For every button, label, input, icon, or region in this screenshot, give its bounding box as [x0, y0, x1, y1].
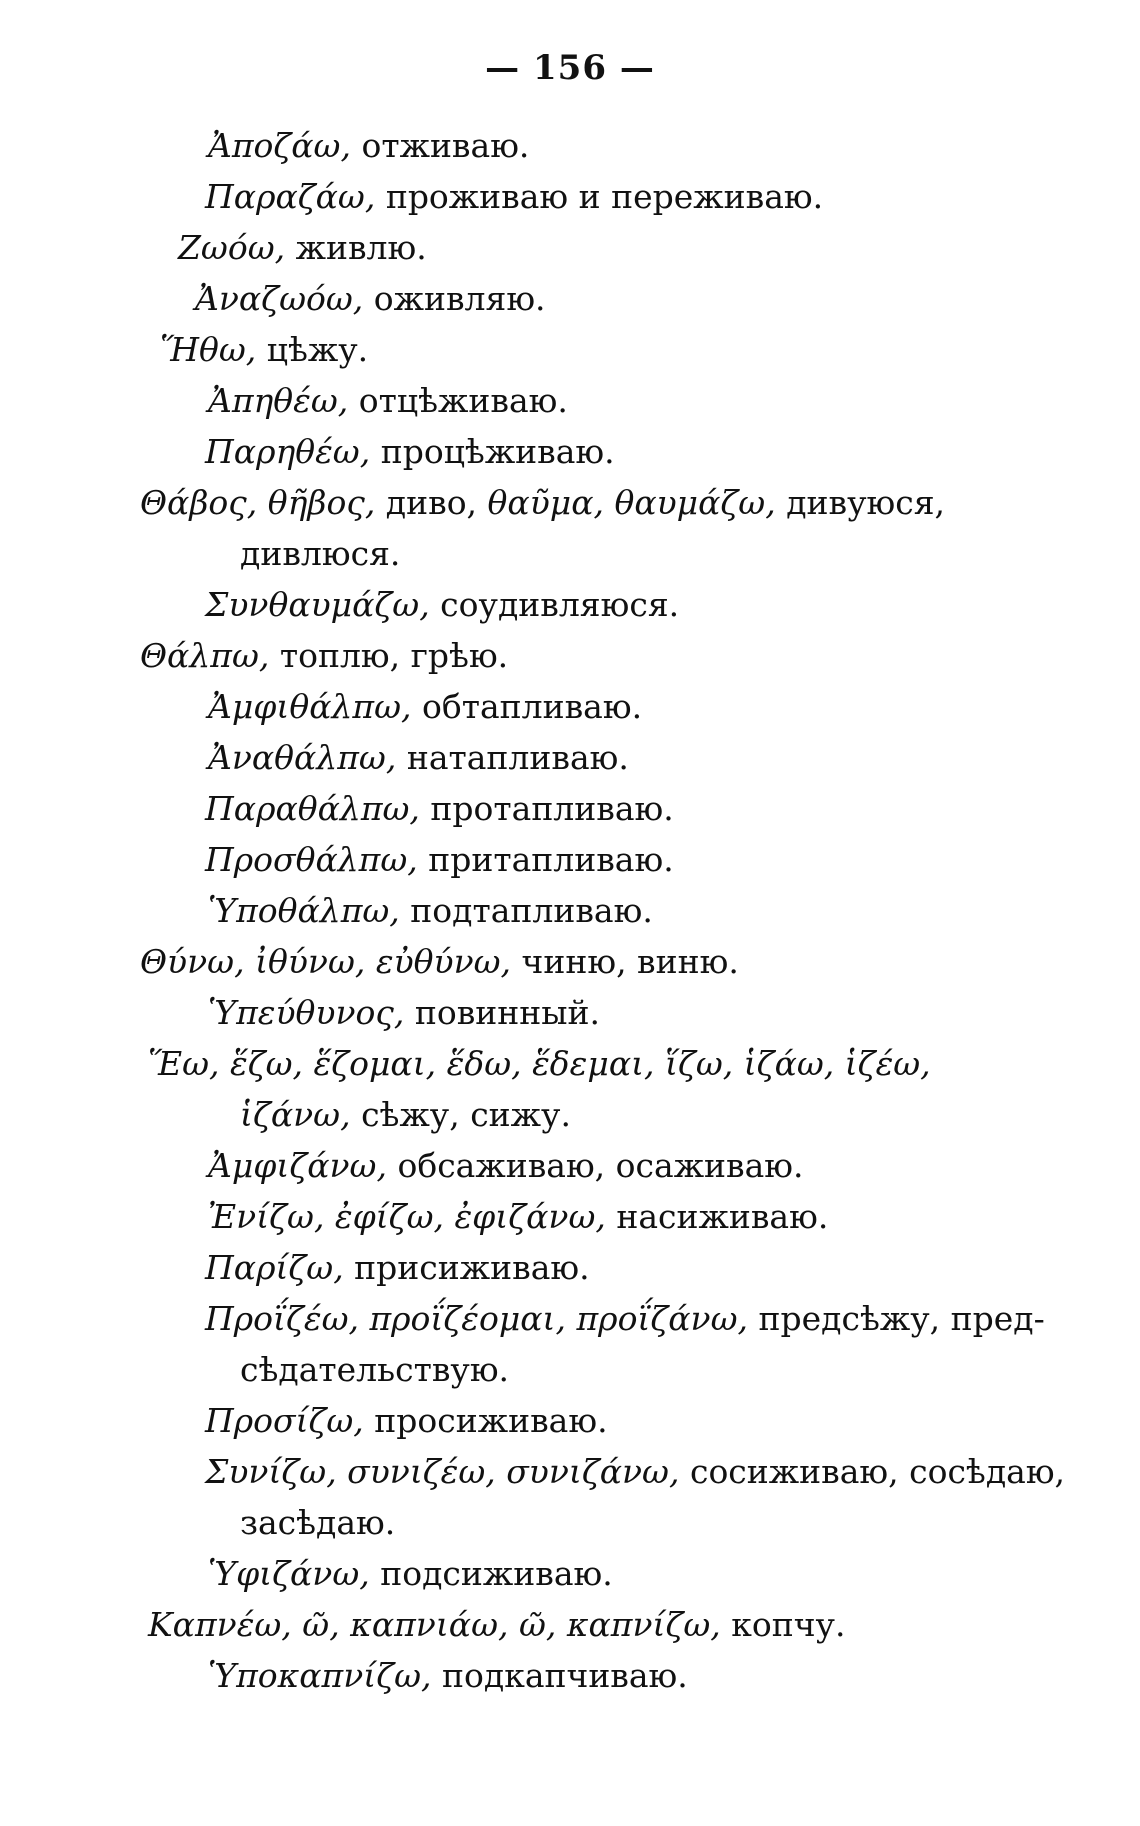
russian-translation: цѣжу. [256, 330, 369, 369]
greek-headword: Θάλπω, [140, 636, 270, 675]
dictionary-entry [0, 681, 1140, 732]
dictionary-entry [0, 579, 1140, 630]
russian-translation: соудивляюся. [429, 585, 680, 624]
entry-line [0, 1191, 1140, 1242]
russian-translation: обтапливаю. [411, 687, 643, 726]
russian-translation: натапливаю. [396, 738, 629, 777]
dictionary-entries [0, 120, 1140, 1701]
entry-line [0, 681, 1140, 732]
russian-translation: притапливаю. [417, 840, 674, 879]
greek-headword: Ἀναζωόω, [195, 279, 364, 318]
entry-line [0, 1038, 1140, 1089]
russian-translation: подтапливаю. [399, 891, 653, 930]
entry-line [0, 120, 1140, 171]
greek-headword: Καπνέω, ῶ, καπνιάω, ῶ, καπνίζω, [148, 1605, 721, 1644]
russian-translation: копчу. [720, 1605, 846, 1644]
russian-translation: проживаю и переживаю. [375, 177, 824, 216]
entry-line [0, 171, 1140, 222]
greek-headword: Ἥθω, [160, 330, 257, 369]
russian-translation: протапливаю. [419, 789, 674, 828]
entry-line [0, 1140, 1140, 1191]
greek-headword: ἱζάνω, [240, 1095, 351, 1134]
dictionary-entry [0, 783, 1140, 834]
entry-line [0, 375, 1140, 426]
greek-headword: Ἕω, ἕζω, ἕζομαι, ἕδω, ἕδεμαι, ἵζω, ἱζάω, ἱζέω, [148, 1044, 931, 1083]
greek-headword: Ὑποθάλπω, [208, 891, 400, 930]
dictionary-entry [0, 171, 1140, 222]
entry-line [0, 1293, 1140, 1344]
russian-translation: живлю. [285, 228, 427, 267]
dictionary-entry [0, 1395, 1140, 1446]
dictionary-entry [0, 1242, 1140, 1293]
greek-headword: Συνίζω, συνιζέω, συνιζάνω, [205, 1452, 680, 1491]
russian-translation: топлю, грѣю. [269, 636, 509, 675]
greek-headword: Παρίζω, [205, 1248, 344, 1287]
dictionary-entry [0, 885, 1140, 936]
dictionary-entry [0, 1293, 1140, 1395]
dictionary-entry [0, 273, 1140, 324]
dictionary-entry [0, 936, 1140, 987]
russian-translation: отживаю. [350, 126, 530, 165]
greek-headword: Παραθάλπω, [205, 789, 420, 828]
entry-line [0, 936, 1140, 987]
dictionary-entry [0, 1548, 1140, 1599]
russian-translation: повинный. [404, 993, 601, 1032]
russian-translation: насиживаю. [605, 1197, 829, 1236]
russian-translation: дивлюся. [240, 534, 401, 573]
dictionary-entry [0, 630, 1140, 681]
greek-headword: Ζωόω, [178, 228, 286, 267]
entry-continuation [0, 1344, 1140, 1395]
russian-translation: обсаживаю, осаживаю. [386, 1146, 804, 1185]
russian-translation: процѣживаю. [370, 432, 615, 471]
russian-translation: сѣжу, сижу. [350, 1095, 571, 1134]
russian-translation: дивуюся, [775, 483, 946, 522]
entry-line [0, 1242, 1140, 1293]
entry-line [0, 885, 1140, 936]
greek-headword: θαῦμα, θαυμάζω, [487, 483, 776, 522]
greek-headword: Ἀποζάω, [208, 126, 351, 165]
dictionary-entry [0, 222, 1140, 273]
russian-translation: предсѣжу, пред- [748, 1299, 1045, 1338]
dictionary-entry [0, 1446, 1140, 1548]
russian-translation: присиживаю. [343, 1248, 590, 1287]
dictionary-entry [0, 375, 1140, 426]
greek-headword: Ἀμφιζάνω, [208, 1146, 387, 1185]
greek-headword: Παρηθέω, [205, 432, 371, 471]
russian-translation: сѣдательствую. [240, 1350, 510, 1389]
russian-translation: засѣдаю. [240, 1503, 396, 1542]
dictionary-entry [0, 324, 1140, 375]
greek-headword: Παραζάω, [205, 177, 376, 216]
entry-line [0, 1650, 1140, 1701]
dictionary-entry [0, 1650, 1140, 1701]
dictionary-entry [0, 426, 1140, 477]
russian-translation: подкапчиваю. [431, 1656, 688, 1695]
entry-line [0, 1548, 1140, 1599]
page-number: — 156 — [485, 48, 655, 88]
dictionary-entry [0, 477, 1140, 579]
dictionary-entry [0, 987, 1140, 1038]
russian-translation: просиживаю. [363, 1401, 608, 1440]
greek-headword: Συνθαυμάζω, [205, 585, 430, 624]
dictionary-entry [0, 834, 1140, 885]
greek-headword: Θύνω, ἰθύνω, εὐθύνω, [140, 942, 512, 981]
entry-line [0, 783, 1140, 834]
russian-translation: диво, [375, 483, 488, 522]
greek-headword: Θάβος, θῆβος, [140, 483, 376, 522]
entry-line [0, 222, 1140, 273]
dictionary-entry [0, 732, 1140, 783]
greek-headword: Ἀπηθέω, [208, 381, 349, 420]
entry-line [0, 630, 1140, 681]
entry-continuation [0, 1089, 1140, 1140]
entry-line [0, 477, 1140, 528]
entry-line [0, 1599, 1140, 1650]
entry-line [0, 1395, 1140, 1446]
russian-translation: чиню, виню. [511, 942, 739, 981]
entry-line [0, 324, 1140, 375]
entry-continuation [0, 528, 1140, 579]
entry-line [0, 987, 1140, 1038]
greek-headword: Ὑποκαπνίζω, [208, 1656, 432, 1695]
dictionary-entry [0, 1140, 1140, 1191]
entry-line [0, 273, 1140, 324]
russian-translation: оживляю. [363, 279, 546, 318]
greek-headword: Ἐνίζω, ἐφίζω, ἐφιζάνω, [208, 1197, 606, 1236]
dictionary-entry [0, 1191, 1140, 1242]
greek-headword: Ἀναθάλπω, [208, 738, 397, 777]
entry-line [0, 426, 1140, 477]
russian-translation: подсиживаю. [369, 1554, 613, 1593]
greek-headword: Ὑπεύθυνος, [208, 993, 405, 1032]
dictionary-entry [0, 1599, 1140, 1650]
russian-translation: сосиживаю, сосѣдаю, [679, 1452, 1066, 1491]
entry-line [0, 732, 1140, 783]
greek-headword: Προΐζέω, προΐζέομαι, προΐζάνω, [205, 1299, 749, 1338]
dictionary-entry [0, 1038, 1140, 1140]
entry-line [0, 1446, 1140, 1497]
dictionary-entry [0, 120, 1140, 171]
entry-line [0, 579, 1140, 630]
entry-continuation [0, 1497, 1140, 1548]
greek-headword: Προσθάλπω, [205, 840, 418, 879]
russian-translation: отцѣживаю. [348, 381, 568, 420]
greek-headword: Ἀμφιθάλπω, [208, 687, 412, 726]
greek-headword: Ὑφιζάνω, [208, 1554, 370, 1593]
entry-line [0, 834, 1140, 885]
greek-headword: Προσίζω, [205, 1401, 364, 1440]
